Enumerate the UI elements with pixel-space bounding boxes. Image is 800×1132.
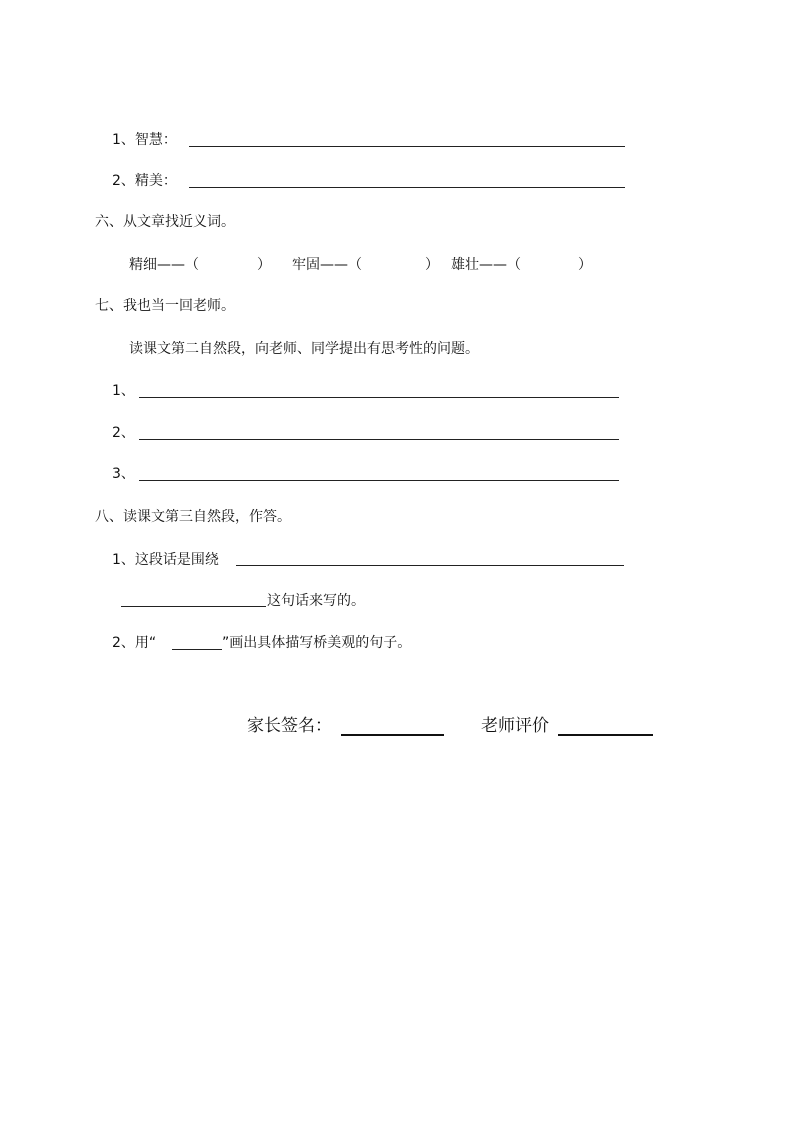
- synonym-3-close-paren: ）: [578, 257, 592, 273]
- section-8-heading: 八、读课文第三自然段，作答。: [95, 509, 291, 525]
- question-2-number: 2、: [112, 425, 135, 441]
- synonym-3-word: 雄壮——（: [451, 257, 521, 273]
- item-8-1-prefix: 1、这段话是围绕: [112, 552, 219, 568]
- parent-signature-line[interactable]: [341, 734, 444, 736]
- item-1-label: 1、智慧：: [112, 132, 177, 148]
- section-7-heading: 七、我也当一回老师。: [95, 298, 235, 314]
- section-6-heading: 六、从文章找近义词。: [95, 214, 235, 230]
- item-8-1-answer-line-b[interactable]: [121, 606, 266, 607]
- item-2-label: 2、精美：: [112, 173, 177, 189]
- item-8-2-prefix: 2、用“: [112, 635, 157, 651]
- synonym-2-close-paren: ）: [425, 257, 439, 273]
- teacher-evaluation-label: 老师评价: [481, 716, 549, 736]
- item-8-1-answer-line-a[interactable]: [236, 565, 624, 566]
- item-8-2-suffix: ”画出具体描写桥美观的句子。: [222, 635, 412, 651]
- question-3-number: 3、: [112, 466, 135, 482]
- question-3-answer-line[interactable]: [139, 480, 619, 481]
- parent-signature-label: 家长签名：: [247, 716, 332, 736]
- section-7-instruction: 读课文第二自然段，向老师、同学提出有思考性的问题。: [129, 341, 479, 357]
- item-1-answer-line[interactable]: [189, 146, 625, 147]
- item-2-answer-line[interactable]: [189, 187, 625, 188]
- question-2-answer-line[interactable]: [139, 439, 619, 440]
- item-8-2-underline-sample: [172, 649, 222, 650]
- teacher-evaluation-line[interactable]: [558, 734, 653, 736]
- synonym-1-close-paren: ）: [257, 257, 271, 273]
- synonym-2-word: 牢固——（: [292, 257, 362, 273]
- synonym-1-word: 精细——（: [129, 257, 199, 273]
- question-1-answer-line[interactable]: [139, 397, 619, 398]
- item-8-1-suffix: 这句话来写的。: [267, 593, 365, 609]
- question-1-number: 1、: [112, 383, 135, 399]
